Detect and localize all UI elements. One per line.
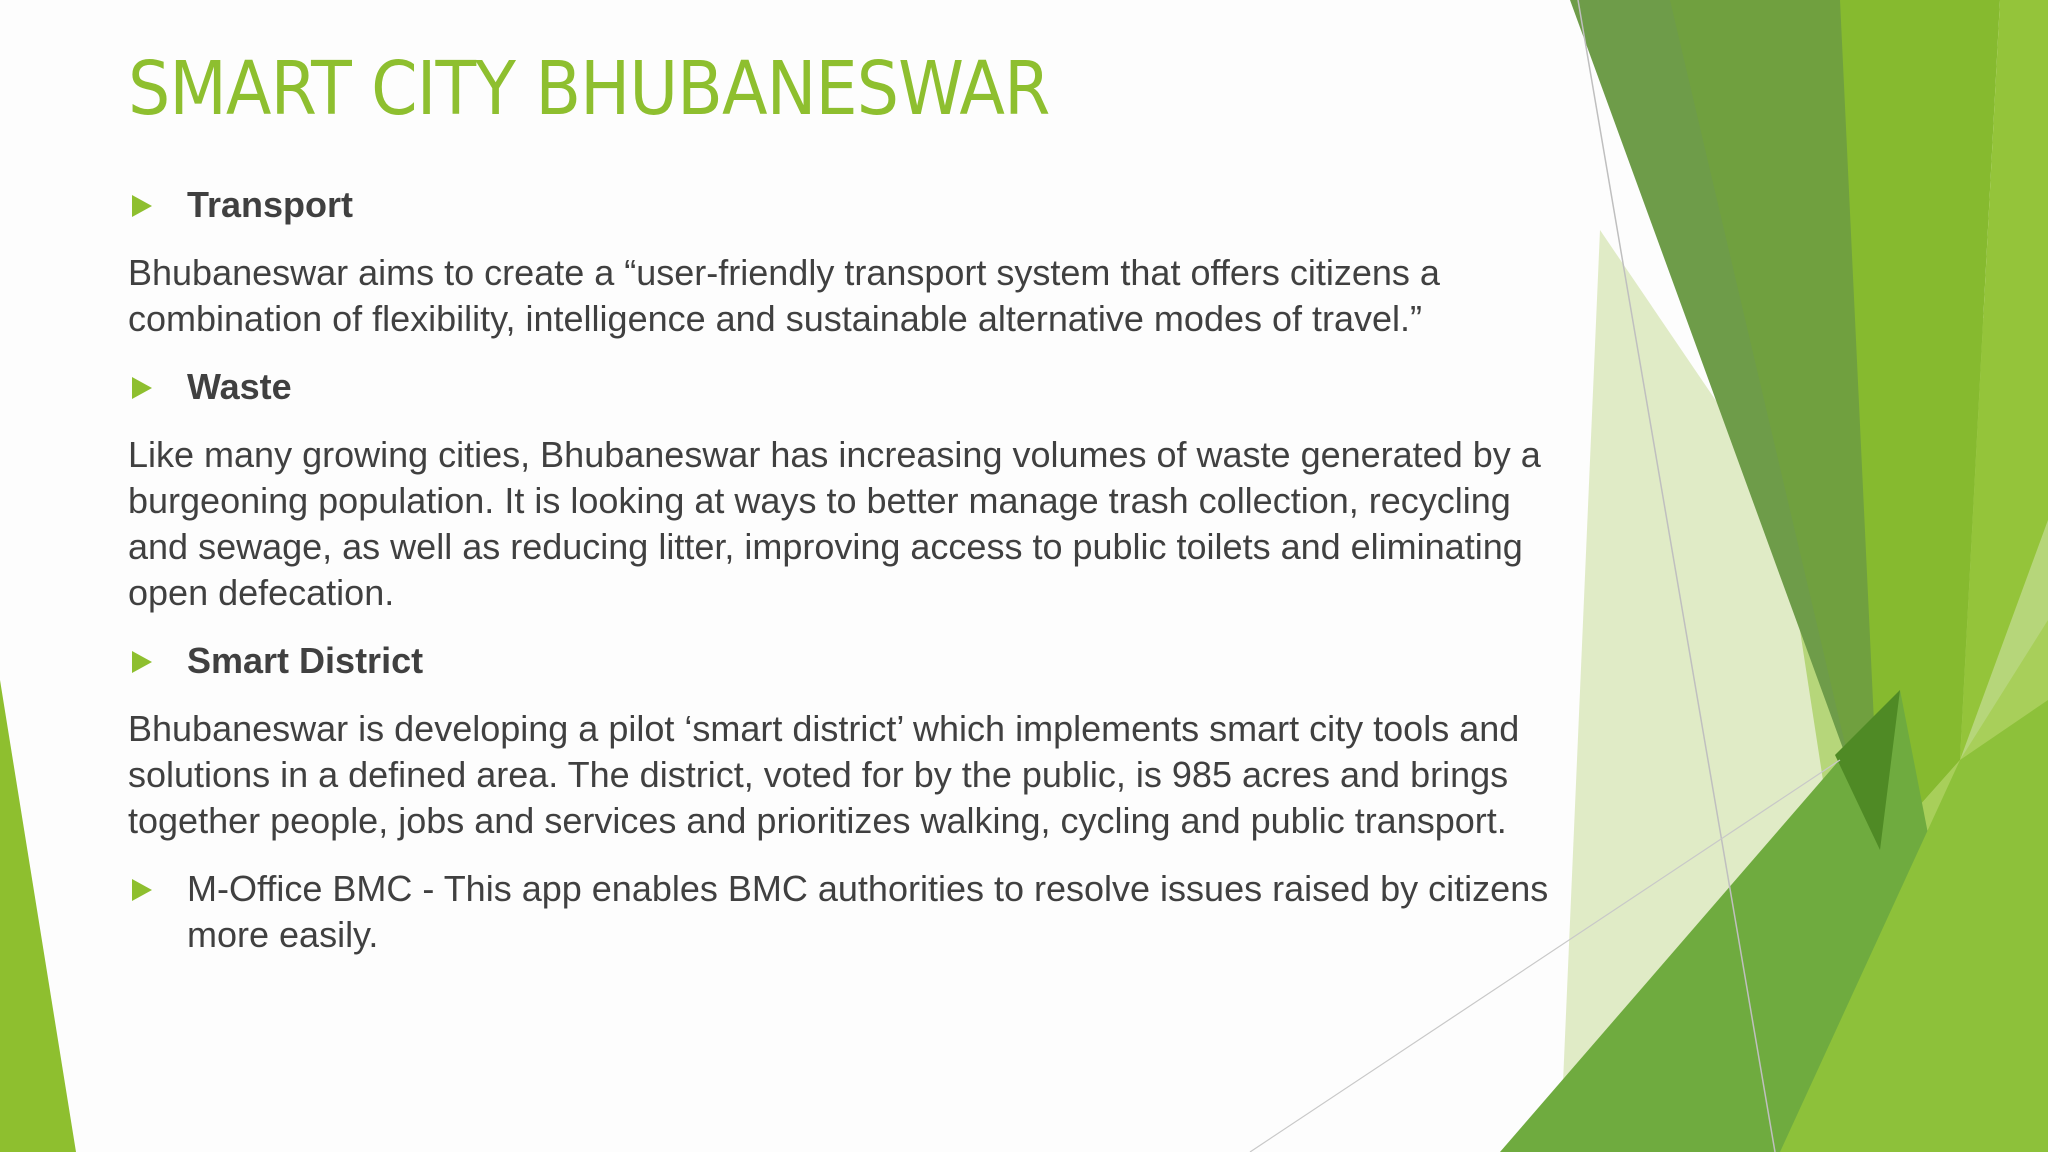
page-title: SMART CITY BHUBANESWAR bbox=[128, 46, 1050, 132]
heading-transport: Transport bbox=[187, 184, 354, 225]
left-green-shape bbox=[0, 680, 76, 1152]
bullet-m-office bbox=[128, 866, 1558, 958]
heading-smart-district: Smart District bbox=[187, 640, 424, 681]
bullet-waste bbox=[128, 364, 1558, 410]
bullet-transport bbox=[128, 182, 1558, 228]
bullet-arrow-icon bbox=[132, 651, 152, 673]
paragraph-transport: Bhubaneswar aims to create a “user-friendly transport system that offers citizens a combination of flexibility, intelligence and sustainable alternative modes of travel.” bbox=[128, 252, 1440, 339]
content-body bbox=[128, 182, 1558, 958]
bullet-smart-district bbox=[128, 638, 1558, 684]
paragraph-waste: Like many growing cities, Bhubaneswar has increasing volumes of waste generated by a burgeoning population. It is looking at ways to better manage trash collection, recycling and sewage, as well as reducing litter, improving access to public toilets and eliminating open defecation. bbox=[128, 434, 1541, 613]
paragraph-smart-district: Bhubaneswar is developing a pilot ‘smart district’ which implements smart city tools and solutions in a defined area. The district, voted for by the public, is 985 acres and brings together people, jobs and services and prioritizes walking, cycling and public transport. bbox=[128, 708, 1520, 841]
bullet-arrow-icon bbox=[132, 879, 152, 901]
bullet-arrow-icon bbox=[132, 195, 152, 217]
text-m-office: M-Office BMC - This app enables BMC authorities to resolve issues raised by citizens more easily. bbox=[187, 868, 1549, 955]
heading-waste: Waste bbox=[187, 366, 292, 407]
bullet-arrow-icon bbox=[132, 377, 152, 399]
